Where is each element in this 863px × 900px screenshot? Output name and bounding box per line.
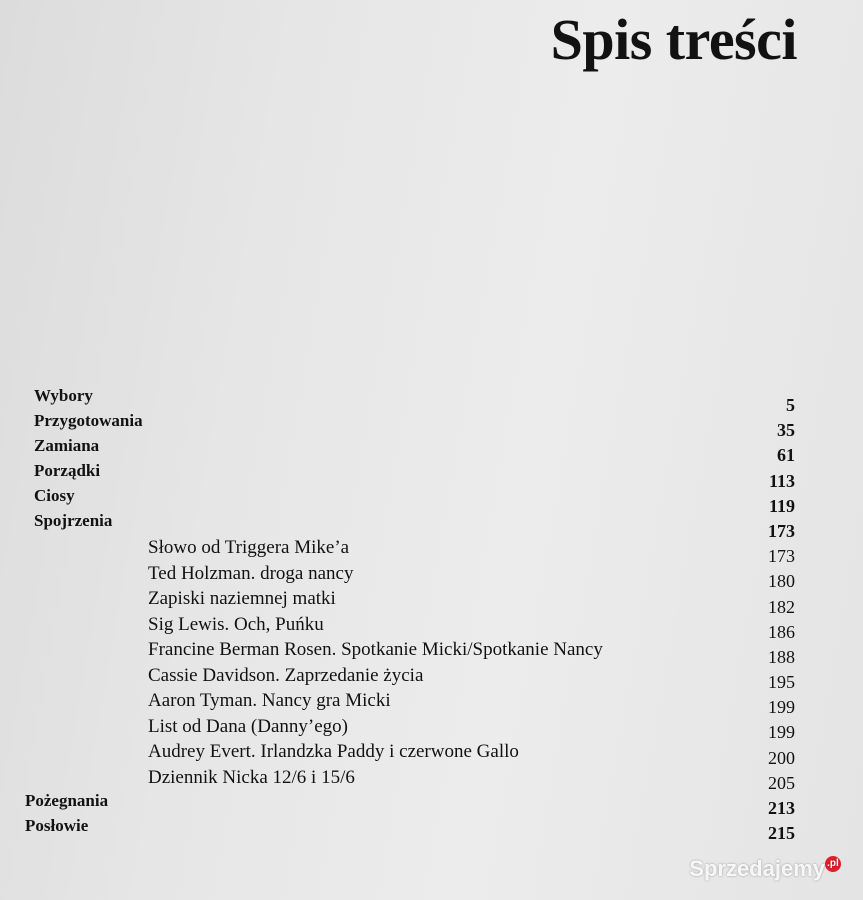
page-number: 195 xyxy=(768,672,795,693)
main-entries xyxy=(25,383,143,838)
toc-subentry: List od Dana (Danny’ego) xyxy=(148,715,348,737)
toc-entry: Spojrzenia xyxy=(34,511,113,530)
page-number: 5 xyxy=(786,395,795,415)
page-number: 200 xyxy=(768,747,795,768)
toc-entry: Przygotowania xyxy=(34,411,143,430)
spacer xyxy=(34,533,143,788)
page-number: 186 xyxy=(768,621,795,642)
toc-entry: Wybory xyxy=(34,386,93,405)
page-number: 113 xyxy=(768,470,795,491)
page-number: 173 xyxy=(768,546,795,567)
toc-entry: Porządki xyxy=(34,461,101,480)
toc-entry: Zamiana xyxy=(34,436,100,455)
page-number: 173 xyxy=(768,520,795,541)
toc-subentry: Francine Berman Rosen. Spotkanie Micki/Spotkanie Nancy xyxy=(148,639,603,660)
watermark-text: Sprzedajemy xyxy=(689,856,825,881)
toc-entry: Pożegnania xyxy=(25,791,109,810)
sub-entries xyxy=(148,535,603,790)
page-number: 180 xyxy=(768,571,795,592)
toc-subentry: Audrey Evert. Irlandzka Paddy i czerwone Gallo xyxy=(148,741,519,762)
toc-subentry: Cassie Davidson. Zaprzedanie życia xyxy=(148,664,424,686)
page-number: 188 xyxy=(768,646,795,667)
toc-subentry: Słowo od Triggera Mike’a xyxy=(148,537,350,558)
page-number: 215 xyxy=(768,823,795,844)
page-numbers xyxy=(768,393,795,846)
page-number: 199 xyxy=(768,722,795,743)
toc-subentry: Zapiski naziemnej matki xyxy=(148,588,336,609)
page-number: 35 xyxy=(777,420,795,441)
toc-subentry: Aaron Tyman. Nancy gra Micki xyxy=(148,690,391,711)
page-title: Spis treści xyxy=(550,7,797,72)
page-number: 182 xyxy=(768,596,795,617)
toc-entry: Posłowie xyxy=(25,816,89,835)
toc-subentry: Sig Lewis. Och, Puńku xyxy=(148,613,324,635)
page-number: 119 xyxy=(768,495,795,516)
page-number: 199 xyxy=(768,697,795,718)
watermark-suffix: .pl xyxy=(825,856,841,872)
watermark-logo xyxy=(689,856,841,882)
toc-subentry: Dziennik Nicka 12/6 i 15/6 xyxy=(148,766,355,788)
page-number: 213 xyxy=(768,798,795,818)
toc-entry: Ciosy xyxy=(34,486,75,505)
toc-subentry: Ted Holzman. droga nancy xyxy=(148,562,354,584)
page-number: 205 xyxy=(768,772,795,793)
page-number: 61 xyxy=(777,445,795,466)
